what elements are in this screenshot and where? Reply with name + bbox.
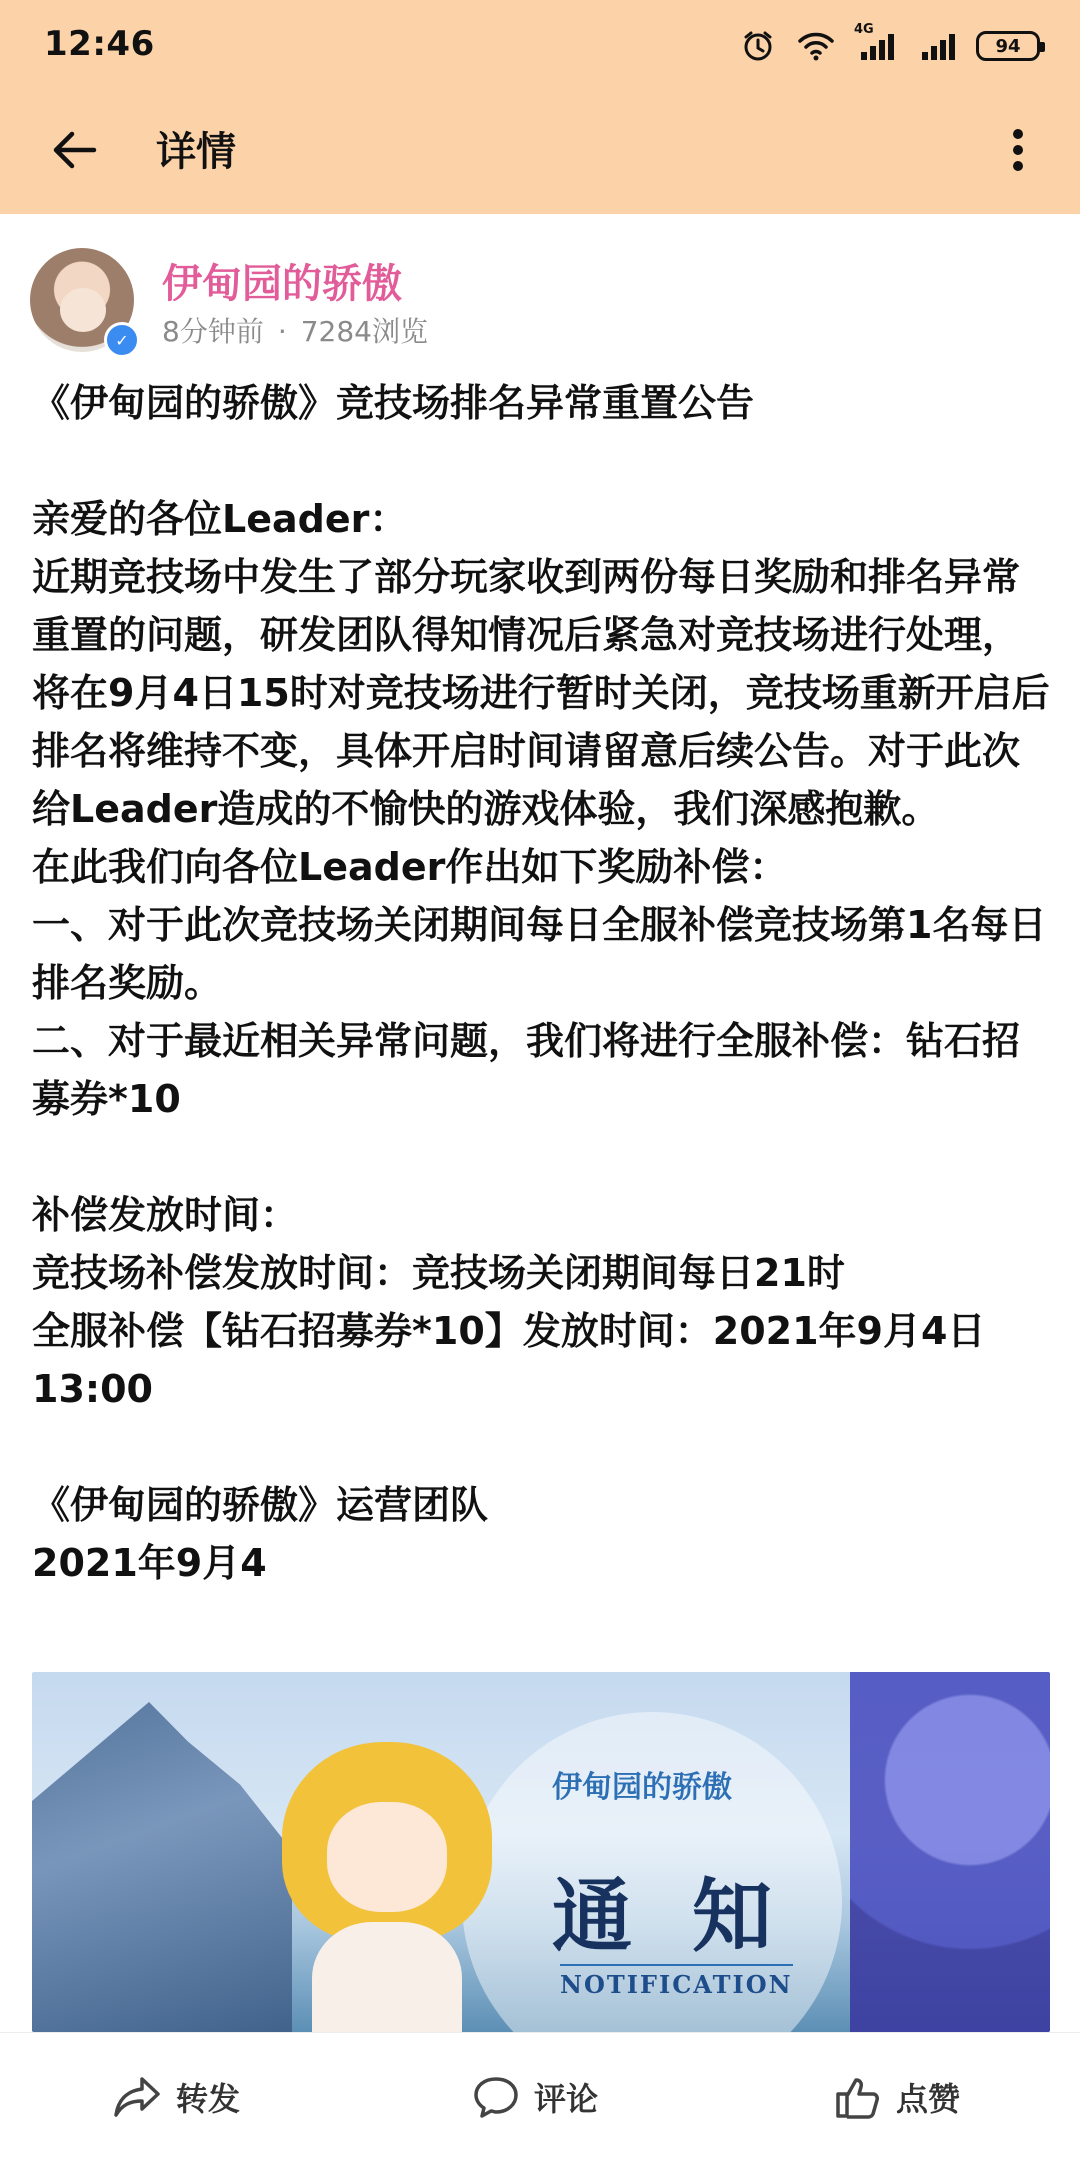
status-icons xyxy=(738,22,1040,66)
article-title: 《伊甸园的骄傲》竞技场排名异常重置公告 xyxy=(32,381,755,425)
character-body xyxy=(312,1922,462,2032)
banner-character xyxy=(272,1712,502,2032)
status-time: 12:46 xyxy=(44,24,155,64)
greeting: 亲爱的各位Leader： xyxy=(32,497,408,541)
thumbs-up-icon xyxy=(834,2074,882,2120)
character-face xyxy=(327,1802,447,1912)
article-paragraph: 近期竞技场中发生了部分玩家收到两份每日奖励和排名异常重置的问题，研发团队得知情况后紧急对竞技场进行处理，将在9月4日15时对竞技场进行暂时关闭，竞技场重新开启后排名将维持不变，具体开启时间请留意后续公告。对于此次给Leader造成的不愉快的游戏体验，我们深感抱歉。 xyxy=(32,555,1050,831)
schedule-server: 全服补偿【钻石招募券*10】发放时间：2021年9月4日13:00 xyxy=(32,1309,986,1411)
signal-4g-icon xyxy=(854,22,900,66)
comment-label: 评论 xyxy=(534,2080,599,2118)
more-vertical-icon xyxy=(1012,128,1024,172)
compensation-intro: 在此我们向各位Leader作出如下奖励补偿： xyxy=(32,845,788,889)
verified-badge-icon: ✓ xyxy=(104,322,140,358)
meta-separator: · xyxy=(277,315,287,348)
post-time: 8分钟前 xyxy=(162,315,264,348)
network-label: 4G xyxy=(854,22,874,37)
signature-team: 《伊甸园的骄傲》运营团队 xyxy=(32,1483,489,1527)
author-name[interactable]: 伊甸园的骄傲 xyxy=(162,261,402,307)
page-title: 详情 xyxy=(156,129,236,175)
share-button[interactable] xyxy=(112,2063,240,2131)
author-meta xyxy=(162,310,428,350)
status-bar xyxy=(0,0,1080,90)
battery-icon xyxy=(976,31,1040,61)
schedule-arena: 竞技场补偿发放时间：竞技场关闭期间每日21时 xyxy=(32,1251,845,1295)
share-label: 转发 xyxy=(176,2080,241,2118)
blank-line xyxy=(32,1128,1050,1186)
signature-date: 2021年9月4 xyxy=(32,1541,267,1585)
share-icon xyxy=(112,2075,162,2119)
banner-trees xyxy=(850,1672,1050,2032)
view-count: 7284浏览 xyxy=(300,315,428,348)
arrow-left-icon xyxy=(50,130,98,170)
avatar-face xyxy=(60,288,106,332)
comment-icon xyxy=(472,2075,520,2119)
wifi-icon xyxy=(796,26,836,66)
author-row xyxy=(0,240,1080,370)
signal-icon xyxy=(918,26,958,66)
schedule-heading: 补偿发放时间： xyxy=(32,1193,299,1237)
like-label: 点赞 xyxy=(896,2080,961,2118)
app-bar xyxy=(0,90,1080,214)
like-button[interactable] xyxy=(834,2063,960,2131)
more-options-button[interactable] xyxy=(984,116,1052,184)
banner-title: 通知 xyxy=(552,1869,832,1963)
blank-line xyxy=(32,432,1050,490)
banner-castle xyxy=(32,1702,292,2032)
notice-banner-image[interactable] xyxy=(32,1672,1050,2032)
alarm-icon xyxy=(738,26,778,66)
banner-logo: 伊甸园的骄傲 xyxy=(552,1770,732,1805)
compensation-item-2: 二、对于最近相关异常问题，我们将进行全服补偿：钻石招募券*10 xyxy=(32,1019,1021,1121)
bottom-action-bar xyxy=(0,2032,1080,2160)
article-body xyxy=(32,374,1050,1592)
banner-subtitle: NOTIFICATION xyxy=(560,1964,793,1999)
blank-line xyxy=(32,1418,1050,1476)
back-button[interactable] xyxy=(40,116,108,184)
comment-button[interactable] xyxy=(472,2063,598,2131)
header xyxy=(0,0,1080,214)
compensation-item-1: 一、对于此次竞技场关闭期间每日全服补偿竞技场第1名每日排名奖励。 xyxy=(32,903,1047,1005)
battery-level: 94 xyxy=(995,35,1021,57)
